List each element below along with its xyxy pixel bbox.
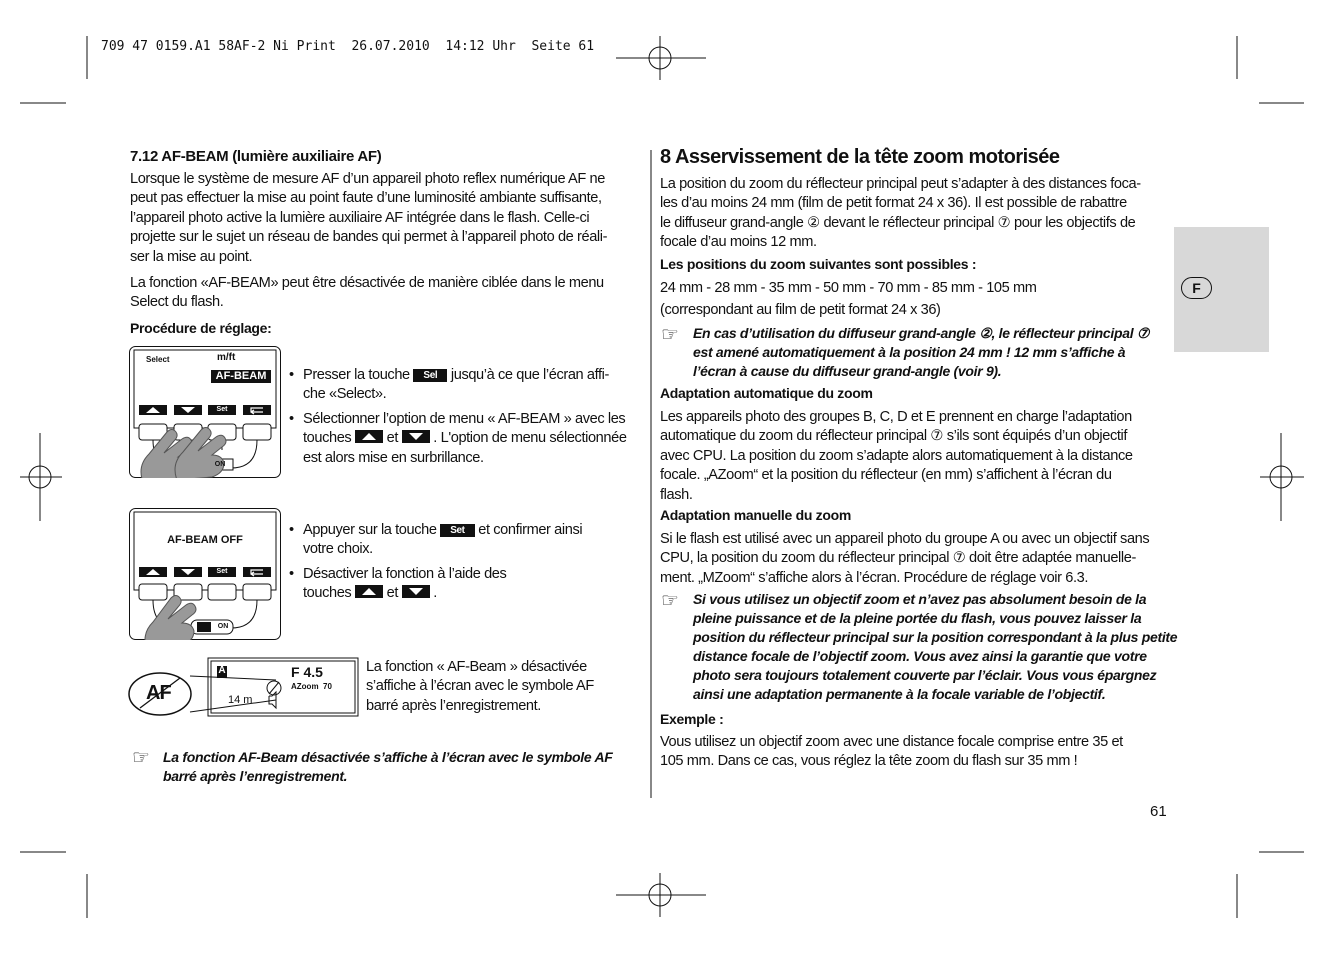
steps-1 (289, 366, 644, 473)
display-af-crossed (128, 656, 360, 718)
down-key-icon (402, 430, 430, 443)
mode-a: A (218, 665, 226, 676)
up-key-icon (355, 585, 383, 598)
flash-panel-select (129, 346, 281, 478)
section-heading-af-beam: 7.12 AF-BEAM (lumière auxiliaire AF) (130, 148, 382, 165)
af-crossed-caption: La fonction « AF-Beam » désactivée s’affiche à l’écran avec le symbole AF barré après l’enregistrement. (366, 659, 594, 714)
language-tab (1174, 227, 1269, 352)
auto-zoom-heading: Adaptation automatique du zoom (660, 385, 873, 401)
print-header: 709 47 0159.A1 58AF-2 Ni Print 26.07.2010 14:12 Uhr Seite 61 (101, 39, 595, 54)
step-1: • Presser la touche Sel jusqu’à ce que l’écran affi- che «Select». (289, 366, 644, 405)
set-key: Set (440, 524, 474, 537)
af-beam-paragraph-2: La fonction «AF-BEAM» peut être désactivée de manière ciblée dans le menu Select du flash. (130, 275, 604, 311)
panel2-menu-text: AF-BEAM OFF (167, 534, 243, 546)
af-beam-paragraph-1: Lorsque le système de mesure AF d’un appareil photo reflex numérique AF ne peut pas effectuer la mise au point faute d’une luminosité ambiante suffisante, l’appareil photo active la lumière auxiliaire AF intégrée dans le flash. Celle-ci projette sur le sujet un réseau de bandes qui permet à l’appareil photo de réali- ser la mise au point. (130, 171, 608, 265)
panel1-unit-text: m/ft (217, 352, 236, 363)
flash-panel-af-beam-off (129, 508, 281, 640)
note-hand-icon: ☞ (661, 324, 679, 346)
panel2-set-label: Set (216, 568, 228, 575)
up-key-icon (355, 430, 383, 443)
example-label: Exemple : (660, 711, 724, 727)
azoom-value: AZoom 70 (291, 682, 332, 691)
step-2: • Sélectionner l’option de menu « AF-BEAM » avec les touches et . L'option de menu sélectionnée est alors mise en surbrillance. (289, 410, 644, 468)
auto-zoom-paragraph: Les appareils photo des groupes B, C, D et E prennent en charge l’adaptation automatique du zoom du réflecteur principal ⑦ s’ils sont équipés d’un objectif avec CPU. La position du zoom s’adapte alors automatiquement à la distance focale. „AZoom“ et la position du réflecteur (en mm) s’affichent à l’écran du flash. (660, 409, 1133, 503)
panel1-on-label: ON (214, 461, 226, 468)
note-hand-icon: ☞ (661, 590, 679, 612)
note-wide-angle: En cas d’utilisation du diffuseur grand-angle ②, le réflecteur principal ⑦ est amené automatiquement à la position 24 mm ! 12 mm s’affiche à l’écran à cause du diffuseur grand-angle (voir 9). (693, 325, 1150, 379)
panel2-on-label: ON (217, 623, 229, 630)
note-af-beam: La fonction AF-Beam désactivée s’affiche à l’écran avec le symbole AF barré après l’enregistrement. (163, 749, 613, 784)
af-symbol: AF (146, 682, 171, 704)
panel1-select-text: Select (146, 355, 170, 364)
sel-key: Sel (413, 369, 447, 382)
step-4: • Désactiver la fonction à l’aide des touches et . (289, 565, 644, 604)
zoom-positions: 24 mm - 28 mm - 35 mm - 50 mm - 70 mm - 85 mm - 105 mm (660, 280, 1037, 296)
step-3: • Appuyer sur la touche Set et confirmer ainsi votre choix. (289, 521, 644, 560)
distance-value: 14 m (228, 694, 253, 706)
procedure-label: Procédure de réglage: (130, 320, 272, 336)
language-tab-label: F (1181, 277, 1212, 299)
manual-zoom-heading: Adaptation manuelle du zoom (660, 507, 852, 523)
note-hand-icon: ☞ (132, 747, 150, 769)
panel1-menu-highlight: AF-BEAM (211, 370, 271, 383)
section-heading-zoom: 8 Asservissement de la tête zoom motorisée (660, 146, 1060, 168)
page-number: 61 (1150, 803, 1167, 820)
zoom-positions-note: (correspondant au film de petit format 24 x 36) (660, 302, 941, 318)
down-key-icon (402, 585, 430, 598)
note-zoom-objective: Si vous utilisez un objectif zoom et n’avez pas absolument besoin de la pleine puissance et de la pleine portée du flash, vous pouvez laisser la position du réflecteur principal sur la position correspondant à la plus petite distance focale de l’objectif zoom. Vous avez ainsi la garantie que votre photo sera toujours totalement couverte par l’éclair. Vous vous épargnez ainsi une adaptation permanente à la focale variable de l’objectif. (693, 591, 1178, 702)
zoom-paragraph-1: La position du zoom du réflecteur principal peut s’adapter à des distances foca- les d’au moins 24 mm (film de petit format 24 x 36). Il est possible de rabattre le diffuseur grand-angle ② devant le réflecteur principal ⑦ pour les objectifs de focale d’au moins 12 mm. (660, 176, 1141, 251)
steps-2 (289, 521, 644, 609)
example-paragraph: Vous utilisez un objectif zoom avec une distance focale comprise entre 35 et 105 mm. Dans ce cas, vous réglez la tête zoom du flash sur 35 mm ! (660, 734, 1123, 770)
panel1-set-label: Set (216, 406, 228, 413)
positions-label: Les positions du zoom suivantes sont possibles : (660, 256, 977, 272)
manual-zoom-paragraph: Si le flash est utilisé avec un appareil photo du groupe A ou avec un objectif sans CPU, la position du zoom du réflecteur principal ⑦ doit être adaptée manuelle- ment. „MZoom“ s’affiche alors à l’écran. Procédure de réglage voir 6.3. (660, 531, 1150, 586)
aperture-value: F 4.5 (291, 664, 323, 680)
